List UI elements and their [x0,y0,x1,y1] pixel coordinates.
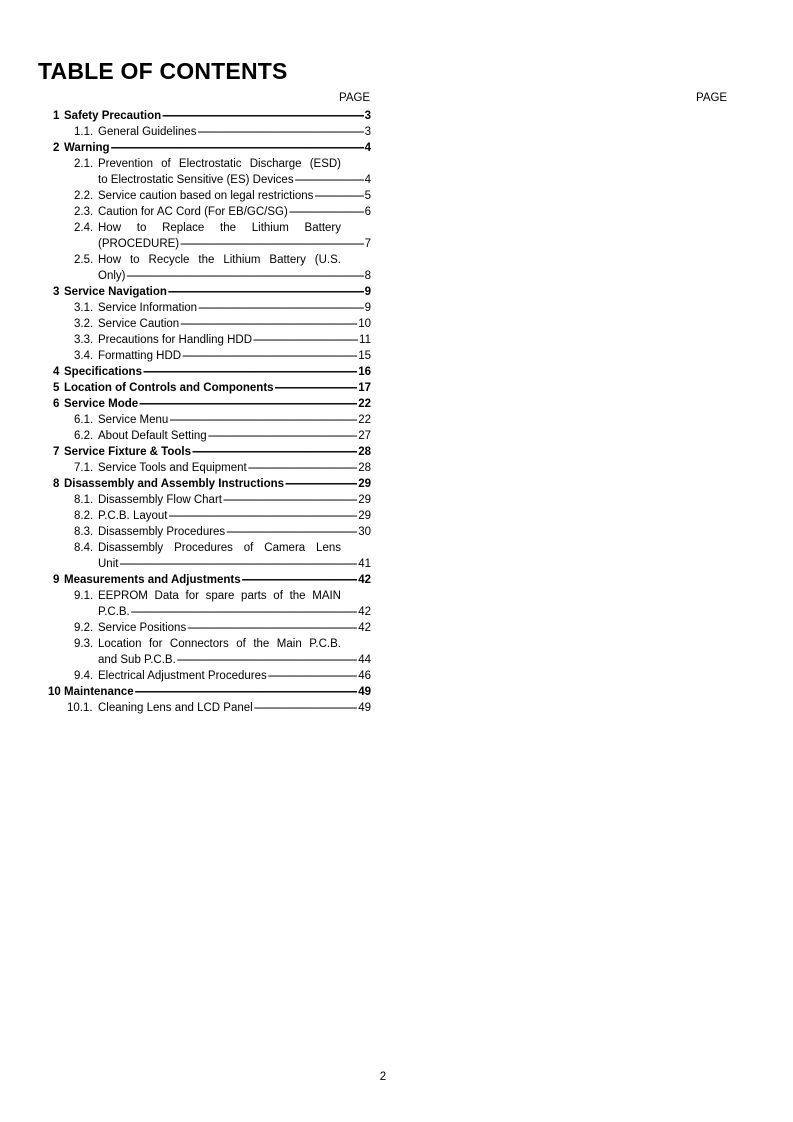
toc-leader-dashes [254,700,357,716]
toc-entry-title: Only) [98,270,126,282]
toc-entry-page: 42 [358,606,371,618]
toc-entry-page: 8 [364,270,371,282]
page-number: 2 [379,1071,387,1083]
toc-entry-number: 3.1. [74,302,94,314]
toc-entry-title: Service caution based on legal restrictions [98,190,314,202]
toc-entry-page: 15 [358,350,371,362]
toc-entry-title: General Guidelines [98,126,197,138]
toc-entry-page: 44 [358,654,371,666]
toc-leader-dashes [314,188,363,204]
toc-entry-number: 7 [53,446,60,458]
toc-leader-dashes [295,172,364,188]
toc-entry-number: 3.4. [74,350,94,362]
toc-leader-dashes [253,332,358,348]
toc-entry-page: 29 [358,494,371,506]
toc-leader-dashes [197,124,363,140]
toc-entry-title: Service Tools and Equipment [98,462,247,474]
toc-entry-title: Maintenance [64,686,134,698]
toc-subsection-entry[interactable] [74,252,371,284]
page-column-header: PAGE [339,92,371,104]
toc-entry-title-line1: How to Recycle the Lithium Battery (U.S. [98,254,341,266]
toc-subsection-entry[interactable] [74,124,371,140]
toc-subsection-entry[interactable] [74,668,371,684]
toc-entry-title: Disassembly Procedures [98,526,226,538]
page-column-header-right: PAGE [696,92,728,104]
toc-entry-title: and Sub P.C.B. [98,654,176,666]
toc-subsection-entry[interactable] [74,524,371,540]
toc-leader-dashes [192,444,357,460]
toc-subsection-entry[interactable] [74,156,371,188]
toc-entry-number: 9.4. [74,670,94,682]
toc-leader-dashes [139,396,357,412]
toc-entry-page: 30 [358,526,371,538]
toc-entry-title: Cleaning Lens and LCD Panel [98,702,253,714]
toc-subsection-entry[interactable] [74,348,371,364]
toc-leader-dashes [180,236,363,252]
toc-entry-title: Service Caution [98,318,180,330]
toc-entry-title-line1: Disassembly Procedures of Camera Lens [98,542,341,554]
toc-entry-number: 8.4. [74,542,94,554]
toc-entry-number: 9 [53,574,60,586]
toc-entry-page: 5 [364,190,371,202]
toc-entry-number: 8.3. [74,526,94,538]
toc-entry-page: 22 [358,414,371,426]
toc-entry-title-line1: Location for Connectors of the Main P.C.B. [98,638,341,650]
toc-entry-number: 3.2. [74,318,94,330]
toc-entry-number: 2.1. [74,158,94,170]
toc-entry-number: 5 [53,382,60,394]
toc-leader-dashes [168,284,364,300]
toc-entry-title: About Default Setting [98,430,207,442]
toc-leader-dashes [131,604,357,620]
toc-entry-number: 8.1. [74,494,94,506]
toc-entry-page: 49 [358,702,371,714]
toc-entry-title: Service Mode [64,398,139,410]
toc-entry-number: 6 [53,398,60,410]
toc-entry-page: 28 [358,462,371,474]
toc-subsection-entry[interactable] [74,460,371,476]
toc-section-entry[interactable] [48,684,371,700]
toc-entry-title: Disassembly and Assembly Instructions [64,478,285,490]
toc-entry-number: 8.2. [74,510,94,522]
toc-leader-dashes [198,300,364,316]
toc-entry-number: 1 [53,110,60,122]
toc-section-entry[interactable] [53,380,371,396]
toc-entry-title: Specifications [64,366,142,378]
toc-subsection-entry[interactable] [74,428,371,444]
toc-entry-page: 41 [358,558,371,570]
toc-entry-number: 9.1. [74,590,94,602]
toc-entry-number: 6.1. [74,414,94,426]
toc-section-entry[interactable] [53,108,371,124]
toc-entry-page: 42 [358,622,371,634]
toc-leader-dashes [223,492,357,508]
toc-entry-page: 29 [358,478,371,490]
toc-leader-dashes [268,668,357,684]
toc-entry-page: 9 [364,302,371,314]
toc-entry-page: 22 [358,398,371,410]
toc-entry-title: Service Menu [98,414,169,426]
toc-entry-page: 3 [364,126,371,138]
toc-entry-page: 46 [358,670,371,682]
toc-entry-page: 27 [358,430,371,442]
toc-entry-page: 4 [364,142,371,154]
toc-subsection-entry[interactable] [74,620,371,636]
toc-entry-page: 16 [358,366,371,378]
toc-entry-title: P.C.B. [98,606,130,618]
toc-leader-dashes [177,652,357,668]
toc-leader-dashes [275,380,358,396]
toc-entry-page: 3 [364,110,371,122]
toc-entry-number: 3.3. [74,334,94,346]
toc-entry-number: 10 [48,686,61,698]
toc-entry-page: 42 [358,574,371,586]
toc-subsection-entry[interactable] [74,300,371,316]
toc-entry-number: 1.1. [74,126,94,138]
toc-leader-dashes [242,572,358,588]
toc-entry-number: 6.2. [74,430,94,442]
toc-entry-title: Service Information [98,302,198,314]
toc-entry-title-line1: EEPROM Data for spare parts of the MAIN [98,590,341,602]
toc-entry-title: Service Positions [98,622,187,634]
toc-entry-page: 29 [358,510,371,522]
toc-entry-number: 3 [53,286,60,298]
toc-leader-dashes [248,460,357,476]
toc-entry-number: 2.4. [74,222,94,234]
toc-leader-dashes [226,524,357,540]
toc-section-entry[interactable] [53,396,371,412]
toc-entry-title: (PROCEDURE) [98,238,180,250]
toc-entry-page: 28 [358,446,371,458]
toc-section-entry[interactable] [53,444,371,460]
toc-entry-title: Warning [64,142,110,154]
toc-entry-page: 7 [364,238,371,250]
toc-subsection-entry[interactable] [74,588,371,620]
toc-entry-title: Measurements and Adjustments [64,574,241,586]
toc-subsection-entry[interactable] [67,700,371,716]
toc-section-entry[interactable] [53,284,371,300]
toc-entry-title: P.C.B. Layout [98,510,168,522]
toc-leader-dashes [169,412,357,428]
toc-entry-number: 8 [53,478,60,490]
toc-leader-dashes [285,476,357,492]
toc-entry-title: Disassembly Flow Chart [98,494,222,506]
toc-leader-dashes [111,140,364,156]
toc-section-entry[interactable] [53,364,371,380]
toc-leader-dashes [180,316,357,332]
toc-leader-dashes [119,556,357,572]
toc-entry-page: 17 [358,382,371,394]
toc-entry-number: 4 [53,366,60,378]
toc-entry-title: Precautions for Handling HDD [98,334,253,346]
toc-entry-number: 2 [53,142,60,154]
toc-leader-dashes [143,364,357,380]
page-title: TABLE OF CONTENTS [38,58,288,84]
toc-leader-dashes [187,620,357,636]
toc-subsection-entry[interactable] [74,412,371,428]
toc-subsection-entry[interactable] [74,188,371,204]
toc-leader-dashes [182,348,357,364]
toc-entry-title-line1: Prevention of Electrostatic Discharge (ESD) [98,158,341,170]
toc-entry-page: 4 [364,174,371,186]
toc-subsection-entry[interactable] [74,540,371,572]
toc-leader-dashes [168,508,357,524]
toc-subsection-entry[interactable] [74,332,371,348]
toc-entry-number: 2.5. [74,254,94,266]
toc-entry-title: Formatting HDD [98,350,182,362]
toc-subsection-entry[interactable] [74,204,371,220]
toc-section-entry[interactable] [53,476,371,492]
toc-entry-number: 7.1. [74,462,94,474]
toc-entry-number: 2.2. [74,190,94,202]
toc-subsection-entry[interactable] [74,636,371,668]
toc-leader-dashes [208,428,358,444]
toc-entry-page: 11 [359,334,371,346]
toc-subsection-entry[interactable] [74,220,371,252]
toc-entry-title-line1: How to Replace the Lithium Battery [98,222,341,234]
toc-entry-title: Safety Precaution [64,110,162,122]
toc-entry-number: 9.3. [74,638,94,650]
toc-entry-number: 9.2. [74,622,94,634]
toc-subsection-entry[interactable] [74,316,371,332]
toc-leader-dashes [135,684,358,700]
toc-entry-title: Service Fixture & Tools [64,446,191,458]
toc-subsection-entry[interactable] [74,492,371,508]
toc-subsection-entry[interactable] [74,508,371,524]
toc-section-entry[interactable] [53,140,371,156]
toc-entry-title: Caution for AC Cord (For EB/GC/SG) [98,206,288,218]
toc-entry-title: to Electrostatic Sensitive (ES) Devices [98,174,294,186]
toc-leader-dashes [289,204,364,220]
toc-section-entry[interactable] [53,572,371,588]
toc-entry-title: Service Navigation [64,286,167,298]
toc-leader-dashes [126,268,363,284]
toc-entry-page: 10 [358,318,371,330]
toc-entry-title: Location of Controls and Components [64,382,274,394]
toc-entry-page: 6 [364,206,371,218]
toc-entry-number: 2.3. [74,206,94,218]
toc-entry-page: 49 [358,686,371,698]
toc-entry-title: Unit [98,558,119,570]
toc-entry-number: 10.1. [67,702,93,714]
toc-leader-dashes [162,108,363,124]
toc-entry-title: Electrical Adjustment Procedures [98,670,267,682]
toc-entry-page: 9 [364,286,371,298]
